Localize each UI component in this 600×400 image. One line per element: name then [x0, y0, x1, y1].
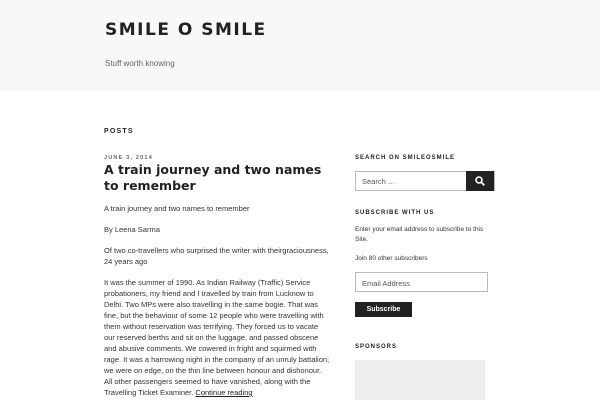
search-form [355, 171, 495, 191]
sponsors-widget-title: SPONSORS [355, 344, 398, 350]
post-paragraph: A train journey and two names to remember [104, 204, 250, 213]
post-title[interactable]: A train journey and two names to remember [104, 162, 322, 193]
site-description: Stuff worth knowing [105, 59, 175, 68]
post-paragraph [104, 277, 330, 398]
section-heading: POSTS [104, 128, 134, 135]
email-field-wrapper [355, 272, 488, 292]
post-paragraph: Of two co-travellers who surprised the writer with theirgraciousness, 24 years ago [104, 246, 329, 266]
sponsor-image[interactable] [355, 360, 485, 400]
post-paragraph: By Leena Sarma [104, 225, 160, 234]
post-content [104, 203, 330, 400]
search-button[interactable] [466, 171, 494, 191]
site-header [0, 0, 600, 90]
search-icon [475, 176, 485, 186]
search-widget-title: SEARCH ON SMILEOSMILE [355, 155, 456, 161]
search-input[interactable] [356, 172, 468, 190]
continue-reading-link[interactable]: Continue reading [195, 388, 253, 397]
subscribe-button[interactable]: Subscribe [355, 302, 412, 317]
site-title[interactable]: SMILE O SMILE [105, 20, 267, 40]
post-date[interactable]: JUNE 3, 2014 [104, 155, 153, 161]
subscriber-count: Join 80 other subscribers [355, 255, 428, 262]
post-paragraph-text: It was the summer of 1990. As Indian Railway (Traffic) Service probationers, my friend and I travelled by train from Lucknow to Delhi. Two MPs were also travelling in the same bogie. That was fine, but the behaviour of some 12 people who were travelling with them without reservation was terrifying. They forced us to vacate our reserved berths and sit on the luggage, and passed obscene and abusive comments. We cowered in fright and squirmed with rage. It was a harrowing night in the company of an unruly battalion; we were on edge, on the thin line between honour and dishonour. All other passengers seemed to have vanished, along with the Travelling Ticket Examiner. [104, 278, 330, 397]
subscribe-widget-title: SUBSCRIBE WITH US [355, 210, 435, 216]
menu-dot-icon: · [506, 39, 509, 48]
email-field[interactable] [356, 275, 487, 293]
subscribe-intro: Enter your email address to subscribe to this Site. [355, 226, 484, 243]
